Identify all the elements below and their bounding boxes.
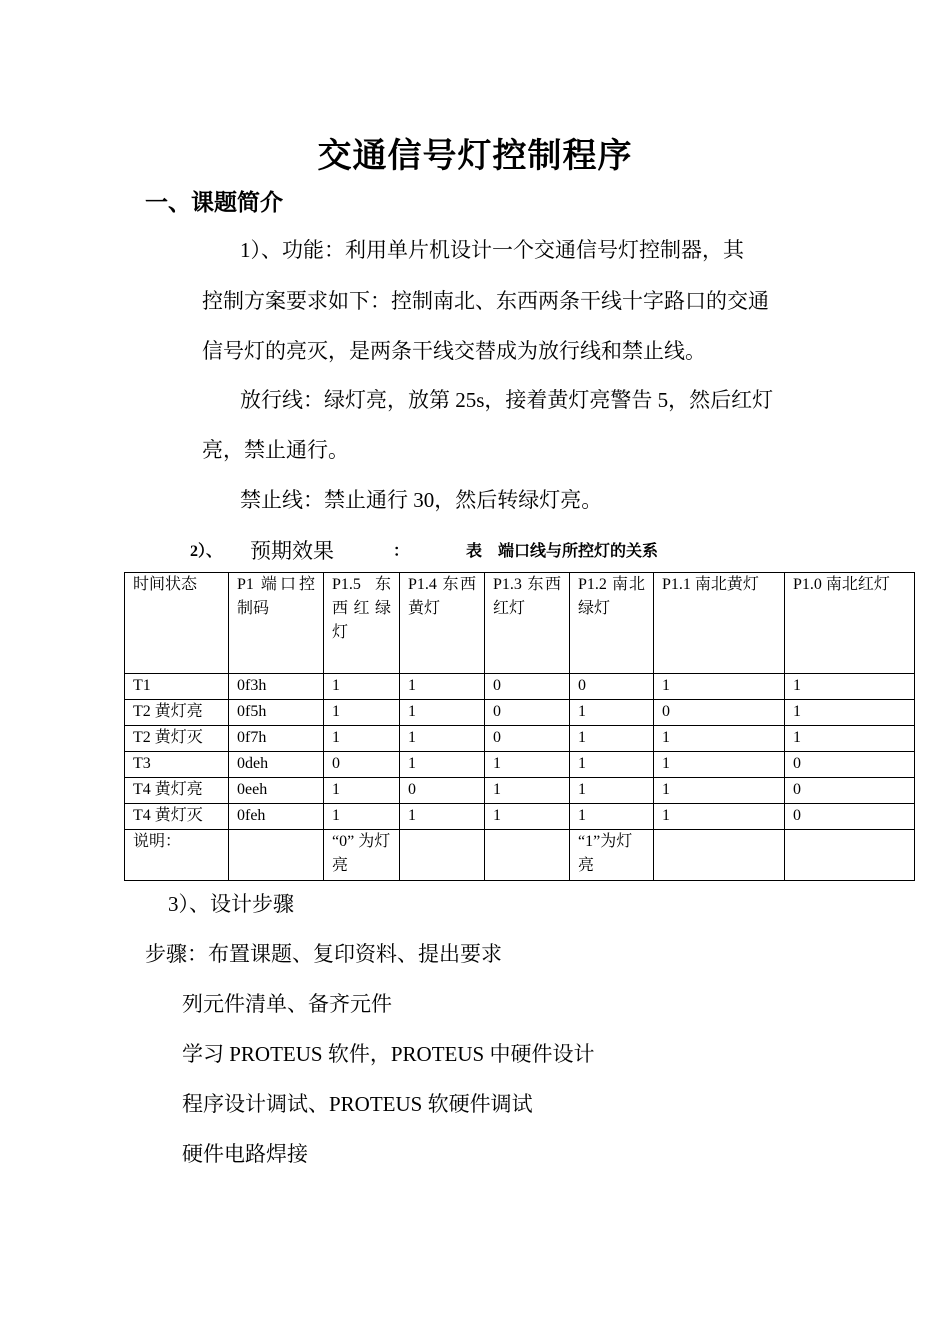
note-cell — [400, 830, 485, 881]
header-cell: P1.3 东西红灯 — [485, 573, 570, 674]
table-cell: 0 — [485, 700, 570, 726]
intro-line-3: 信号灯的亮灭，是两条干线交替成为放行线和禁止线。 — [202, 339, 706, 363]
table-row — [125, 752, 915, 778]
table-cell: 1 — [785, 726, 915, 752]
table-cell: 1 — [324, 778, 400, 804]
table-cell: 1 — [785, 700, 915, 726]
table-cell: 1 — [570, 752, 654, 778]
intro-line-4: 放行线：绿灯亮，放第 25s，接着黄灯亮警告 5，然后红灯 — [240, 388, 774, 412]
table-row — [125, 700, 915, 726]
table-cell: T4 黄灯亮 — [125, 778, 229, 804]
table-cell: 0 — [400, 778, 485, 804]
steps-line-2: 列元件清单、备齐元件 — [182, 992, 392, 1016]
table-cell: T2 黄灯亮 — [125, 700, 229, 726]
note-cell: “1”为灯亮 — [570, 830, 654, 881]
table-cell: 1 — [570, 700, 654, 726]
table-cell: 1 — [654, 778, 785, 804]
table-cell: 0 — [324, 752, 400, 778]
table-row — [125, 778, 915, 804]
table-cell: 0 — [485, 726, 570, 752]
table-cell: 1 — [400, 752, 485, 778]
table-cell: 0 — [785, 752, 915, 778]
section-heading-steps: 3）、设计步骤 — [168, 892, 294, 916]
table-cell: T3 — [125, 752, 229, 778]
table-cell: 1 — [570, 778, 654, 804]
intro-line-6: 禁止线：禁止通行 30，然后转绿灯亮。 — [240, 488, 603, 512]
steps-line-4: 程序设计调试、PROTEUS 软硬件调试 — [182, 1092, 533, 1116]
note-cell: “0” 为灯亮 — [324, 830, 400, 881]
section-heading-intro: 一、课题简介 — [145, 190, 283, 215]
table-title: 表 端口线与所控灯的关系 — [466, 543, 659, 560]
table-cell: 0f7h — [229, 726, 324, 752]
note-cell — [485, 830, 570, 881]
caption-prefix: 2）、 — [190, 543, 223, 560]
table-note-row — [125, 830, 915, 881]
table-row — [125, 804, 915, 830]
table-cell: 0f5h — [229, 700, 324, 726]
table-cell: 1 — [400, 700, 485, 726]
header-cell: P1.0 南北红灯 — [785, 573, 915, 674]
table-cell: 1 — [400, 674, 485, 700]
note-cell — [654, 830, 785, 881]
table-cell: 0eeh — [229, 778, 324, 804]
steps-line-5: 硬件电路焊接 — [182, 1142, 308, 1166]
table-cell: 1 — [324, 674, 400, 700]
table-cell: T2 黄灯灭 — [125, 726, 229, 752]
table-cell: 1 — [654, 674, 785, 700]
table-cell: 1 — [654, 804, 785, 830]
table-cell: T4 黄灯灭 — [125, 804, 229, 830]
table-cell: 1 — [485, 778, 570, 804]
port-light-table — [124, 572, 915, 881]
note-cell — [785, 830, 915, 881]
document-title: 交通信号灯控制程序 — [317, 138, 633, 175]
steps-line-1: 步骤：布置课题、复印资料、提出要求 — [145, 942, 502, 966]
table-cell: 1 — [324, 726, 400, 752]
table-cell: 1 — [400, 804, 485, 830]
note-cell: 说明： — [125, 830, 229, 881]
table-cell: 1 — [654, 726, 785, 752]
table-cell: 1 — [485, 752, 570, 778]
table-row — [125, 674, 915, 700]
table-cell: 1 — [785, 674, 915, 700]
table-cell: 0 — [654, 700, 785, 726]
caption-label: 预期效果 — [250, 539, 334, 563]
header-cell: P1.2 南北绿灯 — [570, 573, 654, 674]
header-cell: P1.1 南北黄灯 — [654, 573, 785, 674]
table-cell: 0feh — [229, 804, 324, 830]
steps-line-3: 学习 PROTEUS 软件，PROTEUS 中硬件设计 — [182, 1042, 595, 1066]
intro-line-2: 控制方案要求如下：控制南北、东西两条干线十字路口的交通 — [202, 289, 769, 313]
table-cell: 0 — [485, 674, 570, 700]
intro-line-1: 1）、功能：利用单片机设计一个交通信号灯控制器，其 — [240, 238, 744, 262]
table-cell: 0 — [785, 804, 915, 830]
table-cell: 1 — [400, 726, 485, 752]
table-cell: 0f3h — [229, 674, 324, 700]
table-cell: 0 — [570, 674, 654, 700]
caption-colon: ： — [393, 543, 410, 560]
header-cell: P1 端口控制码 — [229, 573, 324, 674]
table-cell: 1 — [324, 700, 400, 726]
table-cell: 1 — [324, 804, 400, 830]
table-header-row — [125, 573, 915, 674]
table-cell: 0 — [785, 778, 915, 804]
header-cell: P1.5 东西红绿灯 — [324, 573, 400, 674]
intro-line-5: 亮，禁止通行。 — [202, 438, 349, 462]
note-cell — [229, 830, 324, 881]
table-row — [125, 726, 915, 752]
table-cell: 0deh — [229, 752, 324, 778]
table-cell: 1 — [570, 804, 654, 830]
table-cell: T1 — [125, 674, 229, 700]
table-cell: 1 — [485, 804, 570, 830]
table-cell: 1 — [654, 752, 785, 778]
header-cell: P1.4 东西黄灯 — [400, 573, 485, 674]
header-cell: 时间状态 — [125, 573, 229, 674]
table-cell: 1 — [570, 726, 654, 752]
